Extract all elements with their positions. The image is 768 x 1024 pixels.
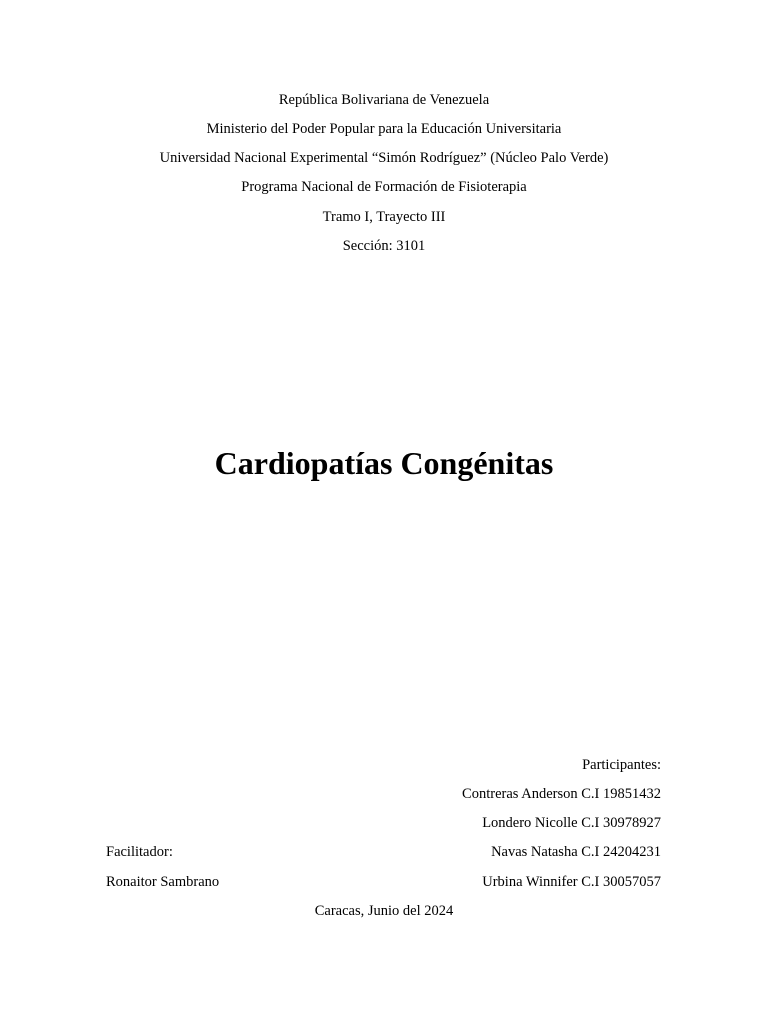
header-country: República Bolivariana de Venezuela (278, 92, 490, 108)
document-title: Cardiopatías Congénitas (214, 445, 554, 481)
header-university: Universidad Nacional Experimental “Simón Rodríguez” (Núcleo Palo Verde) (159, 150, 609, 166)
facilitator-name: Ronaitor Sambrano (106, 874, 220, 890)
participants-label: Participantes: (582, 757, 661, 773)
place-date: Caracas, Junio del 2024 (314, 903, 454, 919)
facilitator-label: Facilitador: (106, 844, 173, 860)
participant-4: Urbina Winnifer C.I 30057057 (482, 874, 661, 890)
header-stage: Tramo I, Trayecto III (322, 209, 446, 225)
participant-1: Contreras Anderson C.I 19851432 (462, 786, 661, 802)
participant-2: Londero Nicolle C.I 30978927 (482, 815, 661, 831)
header-section: Sección: 3101 (342, 238, 426, 254)
participant-3: Navas Natasha C.I 24204231 (491, 844, 661, 860)
header-ministry: Ministerio del Poder Popular para la Educación Universitaria (206, 121, 562, 137)
header-program: Programa Nacional de Formación de Fisioterapia (241, 179, 527, 195)
